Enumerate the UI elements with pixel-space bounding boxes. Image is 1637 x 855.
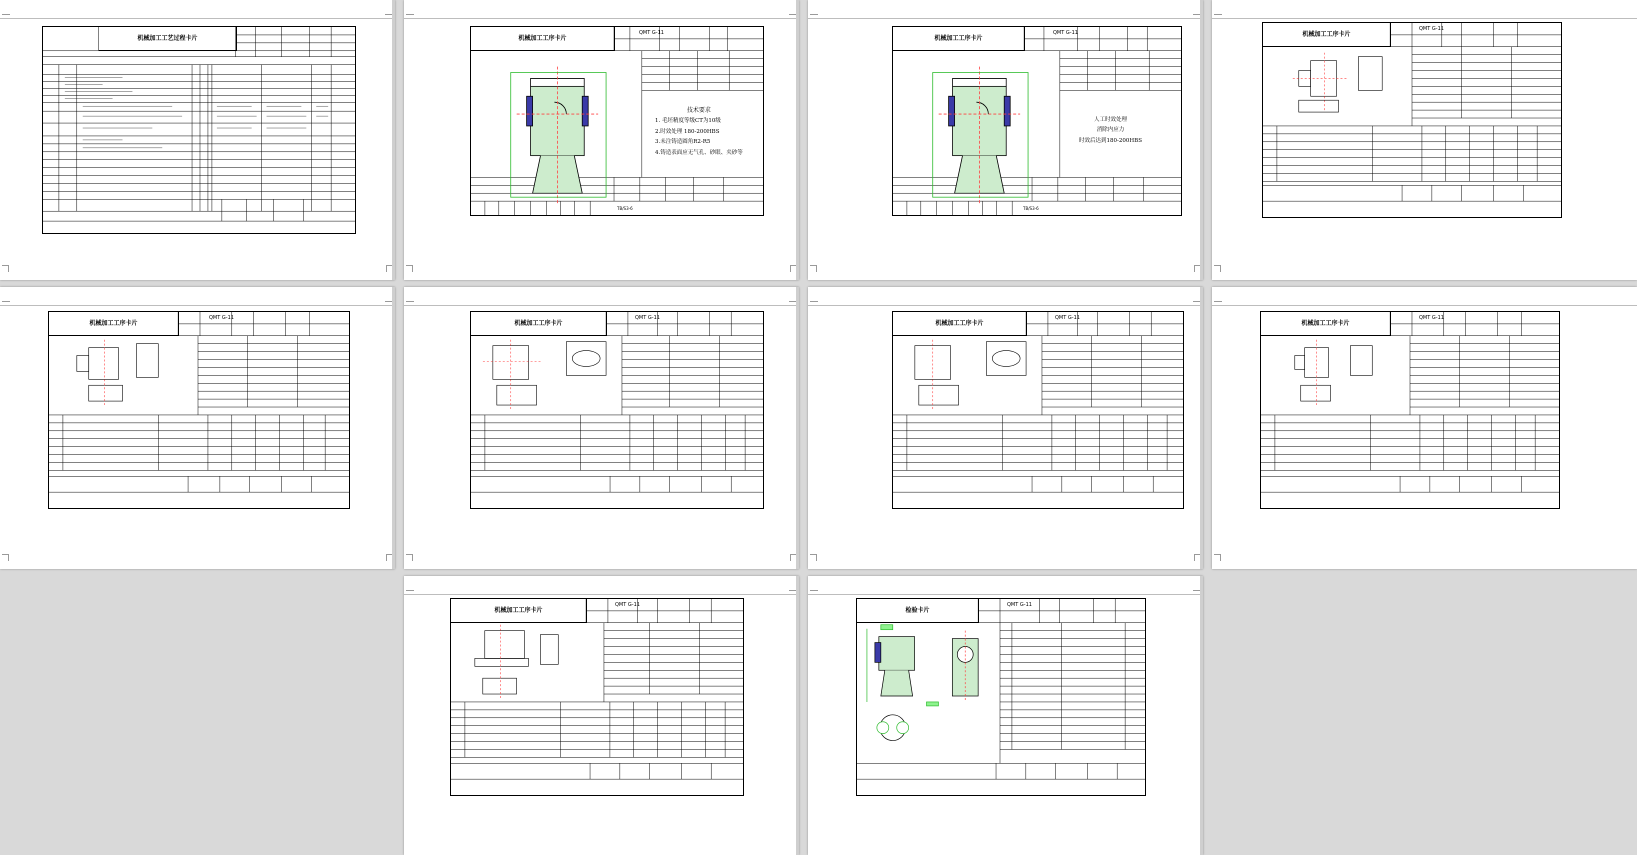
operation-table-grid [471,312,763,508]
product-code: QMT G-11 [209,315,234,321]
inspection-card-sheet [856,598,1146,796]
card-title: 机械加工工序卡片 [1263,23,1391,47]
tech-requirements-title: 技术要求 [686,107,711,114]
setup-sketch [915,340,1026,411]
tech-line-3: 3.未注铸造圆角R2-R5 [655,139,711,146]
card-title: 机械加工工序卡片 [893,312,1027,336]
operation-table-grid [1263,23,1561,217]
setup-sketch [475,625,558,698]
product-code: QMT G-11 [615,602,640,608]
setup-sketch [1293,53,1382,112]
operation-table-grid [49,312,349,508]
process-card-sheet [892,26,1182,216]
page-7 [808,287,1203,569]
heat-line-1: 人工时效处理 [1093,117,1127,123]
tech-line-1: 1. 毛坯精度等级CT为10级 [655,118,721,125]
operation-card-sheet [48,311,350,509]
heat-treatment-notes [1079,115,1142,146]
inspection-card-title: 检验卡片 [857,599,979,623]
operation-card-sheet [892,311,1184,509]
page-10 [808,576,1203,855]
operation-table-grid [893,312,1183,508]
page-2 [404,0,799,280]
card-title: 机械加工工序卡片 [451,599,587,623]
page-8 [1212,287,1637,569]
page-9 [404,576,799,855]
drawing-number: TB/S3-6 [617,206,633,211]
product-code: QMT G-11 [639,30,664,36]
tech-requirements [655,105,743,158]
page-4 [1212,0,1637,280]
card-title: 机械加工工序卡片 [1261,312,1391,336]
inspection-drawing [867,625,978,741]
product-code: QMT G-11 [1419,26,1444,32]
page-1 [0,0,395,280]
page-5 [0,287,395,569]
empty-canvas-area [1212,576,1637,855]
product-code: QMT G-11 [635,315,660,321]
card-title: 机械加工工序卡片 [471,27,615,51]
tech-line-4: 4.铸造表面应无气孔、砂眼、夹砂等 [655,149,743,156]
drawing-number: TB/S3-6 [1023,206,1039,211]
operation-card-sheet [1262,22,1562,218]
process-card-sheet [470,26,764,216]
card-title: 机械加工工序卡片 [893,27,1025,51]
inspection-table-grid [857,599,1145,795]
setup-sketch [1295,340,1372,407]
operation-table-grid [1261,312,1559,508]
tech-line-2: 2.时效处理 180-200HBS [655,128,720,135]
product-code: QMT G-11 [1419,315,1444,321]
process-overview-sheet [42,26,356,234]
heat-line-2: 消除内应力 [1096,127,1125,134]
card-title: 机械加工工序卡片 [471,312,607,336]
page-6 [404,287,799,569]
operation-card-sheet [1260,311,1560,509]
operation-card-sheet [450,598,744,796]
heat-line-3: 时效后达到180-200HBS [1079,137,1142,144]
page-3 [808,0,1203,280]
product-code: QMT G-11 [1055,315,1080,321]
part-drawing [933,67,1028,204]
setup-sketch [483,340,606,411]
setup-sketch [77,340,158,407]
product-code: QMT G-11 [1053,30,1078,36]
operation-table-grid [451,599,743,795]
overview-table-grid [43,27,355,233]
operation-card-sheet [470,311,764,509]
card-title: 机械加工工序卡片 [49,312,179,336]
part-drawing [511,67,606,204]
product-code: QMT G-11 [1007,602,1032,608]
overview-title: 机械加工工艺过程卡片 [99,27,237,51]
